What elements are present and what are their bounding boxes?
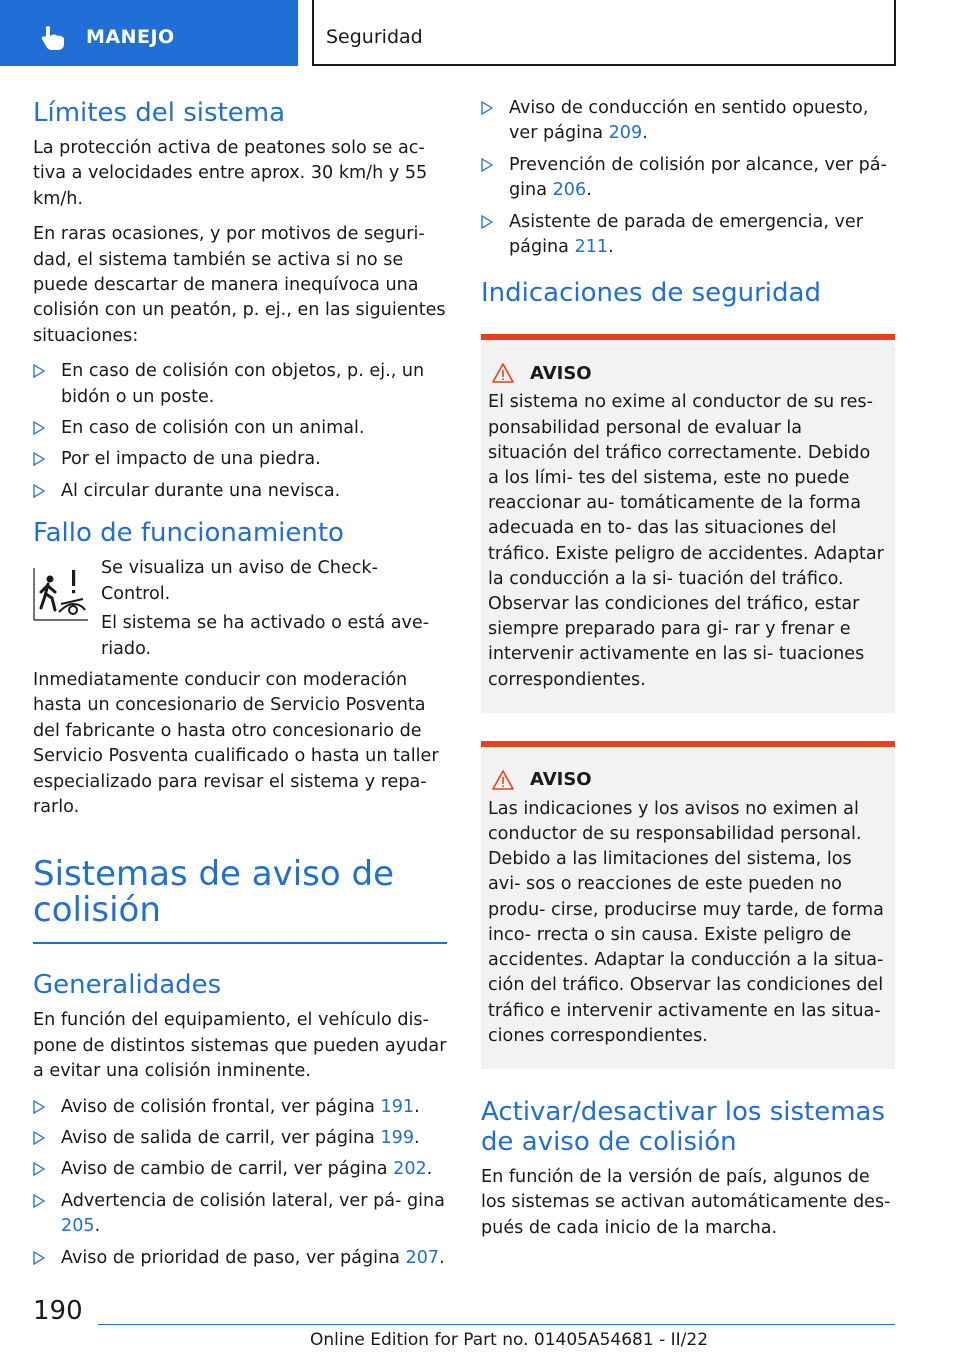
section-tab[interactable]: [0, 0, 298, 66]
limits-heading: Límites del sistema: [33, 98, 286, 128]
bullet-triangle-icon: [481, 158, 493, 172]
section-title: MANEJO: [86, 26, 175, 48]
bullet-triangle-icon: [33, 364, 45, 378]
page-link[interactable]: 207: [405, 1247, 440, 1268]
page-link[interactable]: 199: [380, 1127, 415, 1148]
list-item: Aviso de salida de carril, ver página 199.: [33, 1126, 447, 1151]
list-item: Por el impacto de una piedra.: [33, 447, 447, 472]
list-item: En caso de colisión con objetos, p. ej., un bidón o un poste.: [33, 359, 447, 410]
page-link[interactable]: 209: [608, 123, 643, 144]
heading-rule: [33, 942, 447, 944]
fault-paragraph-1: Se visualiza un aviso de Check-Control.: [101, 558, 378, 604]
pedestrian-warning-icon: [33, 566, 89, 622]
list-item: Aviso de conducción en sentido opuesto, ver página 209.: [481, 96, 895, 147]
page-link[interactable]: 211: [574, 237, 609, 258]
fault-block: [33, 556, 447, 662]
bullet-triangle-icon: [33, 1162, 45, 1176]
page-link[interactable]: 205: [61, 1216, 95, 1237]
bullet-triangle-icon: [33, 1194, 45, 1208]
warning-triangle-icon: [492, 362, 514, 384]
list-item: En caso de colisión con un animal.: [33, 416, 447, 441]
list-item: Al circular durante una nevisca.: [33, 479, 447, 504]
warning-text: Las indicaciones y los avisos no eximen al conductor de su responsabilidad personal. Debido a las limitaciones del sistema, los avi- sos o reacciones de este pueden no produ- cirse, producirse muy tarde, de forma inco- rrecta o sin causa. Existe peligro de accidentes. Adaptar la conducción a la situa- ción del tráfico. Observar las condiciones del tráfico e intervenir activamente en las situa- ciones correspondientes.: [488, 798, 884, 1046]
warning-label: AVISO: [530, 769, 592, 791]
main-heading: Sistemas de aviso de colisión: [33, 854, 395, 931]
edition-text: Online Edition for Part no. 01405A54681 - II/22: [310, 1330, 709, 1350]
list-item: Advertencia de colisión lateral, ver pá- gina 205.: [33, 1189, 447, 1240]
bullet-triangle-icon: [33, 421, 45, 435]
warning-box: [481, 741, 895, 1069]
limits-paragraph-1: La protección activa de peatones solo se ac- tiva a velocidades entre aprox. 30 km/h y 55 km/h.: [33, 138, 428, 209]
warning-box: [481, 334, 895, 712]
list-item: Aviso de prioridad de paso, ver página 207.: [33, 1246, 447, 1271]
page-link[interactable]: 206: [552, 180, 587, 201]
right-column: [481, 96, 895, 1251]
footer-rule: [98, 1324, 895, 1325]
bullet-triangle-icon: [33, 1251, 45, 1265]
warning-label: AVISO: [530, 362, 592, 384]
general-paragraph: En función del equipamiento, el vehículo dis- pone de distintos sistemas que pueden ayudar a evitar una colisión inminente.: [33, 1010, 447, 1082]
list-item: Prevención de colisión por alcance, ver pá- gina 206.: [481, 153, 895, 204]
list-item: Aviso de colisión frontal, ver página 191.: [33, 1095, 447, 1120]
page-number: 190: [33, 1296, 83, 1326]
bullet-triangle-icon: [33, 484, 45, 498]
fault-heading: Fallo de funcionamiento: [33, 518, 344, 549]
limits-list: [33, 359, 447, 504]
list-item: Asistente de parada de emergencia, ver página 211.: [481, 210, 895, 261]
fault-paragraph-2: El sistema se ha activado o está ave- riado.: [101, 613, 430, 659]
left-column: [33, 96, 447, 1285]
bullet-triangle-icon: [481, 215, 493, 229]
limits-paragraph-2: En raras ocasiones, y por motivos de seguri- dad, el sistema también se activa si no se puede descartar de manera inequívoca una colisión con un peatón, p. ej., en las siguientes situaciones:: [33, 224, 446, 346]
hand-icon: [40, 24, 68, 52]
bullet-triangle-icon: [481, 101, 493, 115]
warning-text: El sistema no exime al conductor de su res- ponsabilidad personal de evaluar la situación del tráfico correctamente. Debido a los lími- tes del sistema, este no puede reaccionar au- tomáticamente de la forma adecuada en to- das las situaciones del tráfico. Existe peligro de accidentes. Adaptar la conducción a la si- tuación del tráfico. Observar las condiciones del tráfico, estar siempre preparado para gi- rar y frenar e intervenir activamente en las si- tuaciones correspondientes.: [488, 392, 884, 690]
warning-triangle-icon: [492, 769, 514, 791]
bullet-triangle-icon: [33, 1100, 45, 1114]
general-list: [33, 1095, 447, 1271]
activate-heading: Activar/desactivar los sistemas de aviso de colisión: [481, 1096, 886, 1157]
bullet-triangle-icon: [33, 452, 45, 466]
list-item: Aviso de cambio de carril, ver página 202.: [33, 1157, 447, 1182]
page-link[interactable]: 191: [380, 1096, 415, 1117]
page-link[interactable]: 202: [393, 1159, 427, 1180]
general-heading: Generalidades: [33, 970, 222, 1001]
systems-list: [481, 96, 895, 260]
safety-heading: Indicaciones de seguridad: [481, 278, 821, 309]
fault-paragraph-3: Inmediatamente conducir con moderación hasta un concesionario de Servicio Posventa del fabricante o hasta otro concesionario de Servicio Posventa cualificado o hasta un taller especializado para revisar el sistema y repa- rarlo.: [33, 669, 439, 817]
activate-paragraph: En función de la versión de país, algunos de los sistemas se activan automáticamente des- pués de cada inicio de la marcha.: [481, 1166, 891, 1238]
chapter-box: [312, 0, 896, 66]
chapter-title: Seguridad: [326, 26, 423, 48]
bullet-triangle-icon: [33, 1131, 45, 1145]
